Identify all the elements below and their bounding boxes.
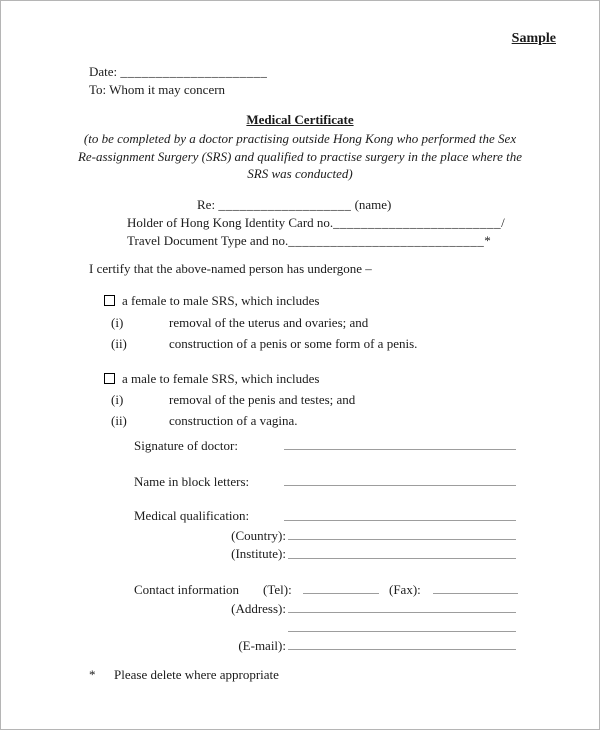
female-to-male-checkbox-icon[interactable] bbox=[104, 295, 115, 306]
item-text: removal of the penis and testes; and bbox=[169, 392, 356, 407]
contact-label: Contact information bbox=[134, 582, 240, 597]
travel-doc-label: Travel Document Type and no. bbox=[127, 233, 289, 248]
qualification-line bbox=[284, 520, 516, 521]
address-line-2 bbox=[288, 631, 516, 632]
re-label: Re: bbox=[197, 197, 216, 212]
item-number: (ii) bbox=[111, 413, 127, 428]
signature-label: Signature of doctor: bbox=[134, 438, 238, 453]
option-label: a female to male SRS, which includes bbox=[122, 293, 320, 308]
date-row bbox=[89, 64, 267, 80]
travel-doc-suffix: * bbox=[484, 233, 491, 248]
hkid-suffix: / bbox=[501, 215, 505, 230]
item-text: construction of a vagina. bbox=[169, 413, 298, 428]
footnote-star: * bbox=[89, 667, 96, 682]
re-blank: ___________________ bbox=[218, 197, 352, 212]
item-text: removal of the uterus and ovaries; and bbox=[169, 315, 369, 330]
travel-doc-row bbox=[127, 233, 491, 249]
item-number: (i) bbox=[111, 392, 124, 407]
qualification-label: Medical qualification: bbox=[134, 508, 250, 523]
fax-line bbox=[433, 593, 518, 594]
hkid-blank: ________________________ bbox=[333, 215, 502, 230]
item-number: (i) bbox=[111, 315, 124, 330]
item-number: (ii) bbox=[111, 336, 127, 351]
subtitle-line-3: SRS was conducted) bbox=[247, 166, 353, 181]
name-label: Name in block letters: bbox=[134, 474, 250, 489]
subtitle-line-2: Re-assignment Surgery (SRS) and qualified to practise surgery in the place where the bbox=[77, 148, 523, 164]
address-line bbox=[288, 612, 516, 613]
address-label: (Address): bbox=[231, 601, 286, 616]
re-suffix: (name) bbox=[354, 197, 392, 212]
tel-label: (Tel): bbox=[263, 582, 292, 597]
list-item bbox=[111, 336, 417, 352]
date-blank: _____________________ bbox=[120, 64, 268, 79]
item-text: construction of a penis or some form of a penis. bbox=[169, 336, 418, 351]
list-item bbox=[111, 392, 355, 408]
option-male-to-female bbox=[104, 371, 319, 387]
date-label: Date: bbox=[89, 64, 118, 79]
footnote-text: Please delete where appropriate bbox=[114, 667, 279, 682]
sample-label: Sample bbox=[511, 31, 556, 46]
option-label: a male to female SRS, which includes bbox=[122, 371, 320, 386]
country-label: (Country): bbox=[231, 528, 286, 543]
subtitle-line-1: (to be completed by a doctor practising outside Hong Kong who performed the Sex bbox=[83, 131, 517, 146]
hkid-row bbox=[127, 215, 505, 231]
list-item bbox=[111, 413, 298, 429]
name-line bbox=[284, 485, 516, 486]
hkid-label: Holder of Hong Kong Identity Card no. bbox=[127, 215, 334, 230]
email-label: (E-mail): bbox=[238, 638, 286, 653]
option-female-to-male bbox=[104, 293, 319, 309]
country-line bbox=[288, 539, 516, 540]
signature-line bbox=[284, 449, 516, 450]
institute-label: (Institute): bbox=[231, 546, 286, 561]
subtitle bbox=[1, 130, 599, 183]
travel-doc-blank: ____________________________ bbox=[288, 233, 485, 248]
tel-line bbox=[303, 593, 379, 594]
certify-statement: I certify that the above-named person has undergone – bbox=[89, 261, 372, 276]
re-row bbox=[197, 197, 391, 213]
email-line bbox=[288, 649, 516, 650]
page-title: Medical Certificate bbox=[246, 112, 354, 127]
list-item bbox=[111, 315, 368, 331]
institute-line bbox=[288, 558, 516, 559]
male-to-female-checkbox-icon[interactable] bbox=[104, 373, 115, 384]
to-whom-line: To: Whom it may concern bbox=[89, 82, 226, 97]
fax-label: (Fax): bbox=[389, 582, 421, 597]
